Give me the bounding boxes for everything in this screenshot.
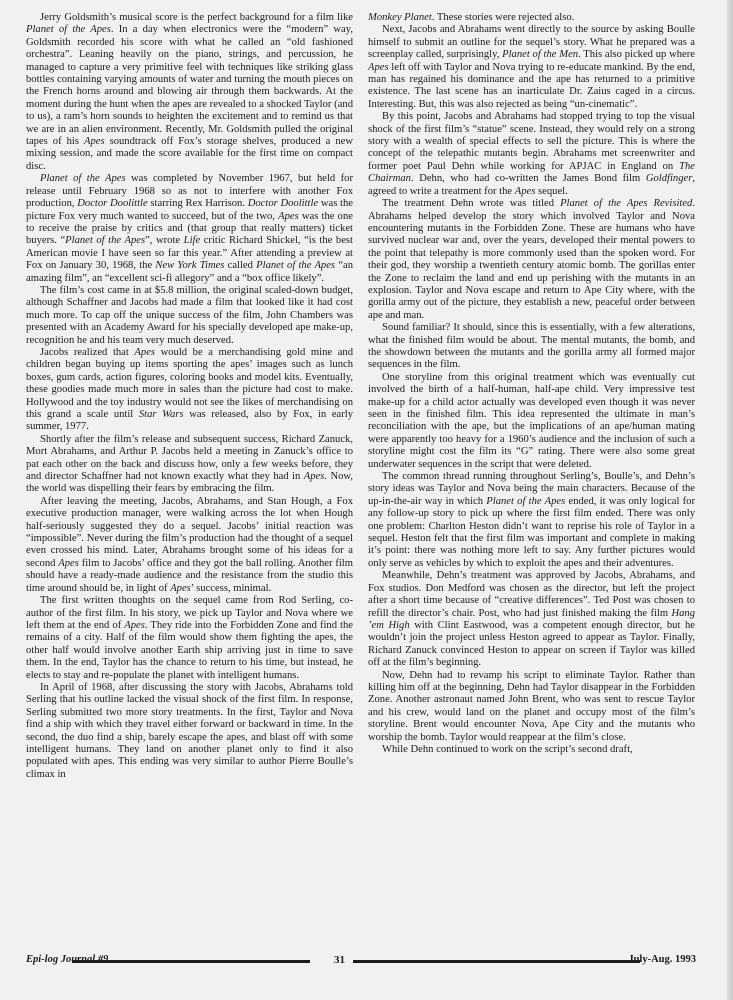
paragraph xyxy=(368,111,695,198)
text-run: Now, Dehn had to revamp his script to eliminate Taylor. Rather than killing him off at the beginning, Dehn had Taylor disappear in the Forbidden Zone. Another astronaut named John Brent, who was sent to rescue Taylor and his crew, would land on the planet and occupy most of the film’s storyline. Brent would encounter Nova, Ape City and the mutants who worship the bomb. Taylor would reappear at the film’s close. xyxy=(368,669,695,743)
italic-title: Life xyxy=(183,235,201,247)
paragraph xyxy=(368,322,695,372)
italic-title: Apes xyxy=(303,471,325,483)
text-run: The common thread running throughout Serling’s, Boulle’s, and Dehn’s story ideas was Taylor and Nova being the main characters. Because of the up-in-the-air way in which xyxy=(368,471,695,507)
text-run: called xyxy=(224,260,257,272)
text-run: One storyline from this original treatment which was eventually cut involved the birth of a half-human, half-ape child. Very impressive test make-up for a child actor actually was developed even though it was never seen in the finished film. This idea represented the ultimate in man’s reconciliation with the ape, but the implications of an ape/human mating were apparently too heavy for a 1960’s audience and the inclusion of such a storyline might cost the film its “G” rating. There were also some great underwater sequences in the script that were deleted. xyxy=(368,371,695,470)
paragraph xyxy=(26,285,353,347)
text-run: Meanwhile, Dehn’s treatment was approved by Jacobs, Abrahams, and Fox studios. Don Medford was chosen as the director, but left the project after a short time because of “creative differences”. Ted Post was chosen to refill the director’s chair. Post, who had just finished making the film xyxy=(368,570,695,619)
italic-title: Goldfinger xyxy=(645,173,693,185)
italic-title: Doctor Doolittle xyxy=(247,198,319,210)
italic-title: Apes xyxy=(124,619,145,631)
paragraph xyxy=(368,670,695,744)
italic-title: Apes xyxy=(134,346,156,358)
paragraph xyxy=(26,682,353,781)
text-run: In April of 1968, after discussing the story with Jacobs, Abrahams told Serling that his outline lacked the visual shock of the first film. In response, Serling submitted two more story treatments. In the first, Taylor and Nova find a ship with which they travel either forward or backward in time. In the second, the duo find a ship, barely escape the apes, and blast off with some intelligent humans. They land on another planet only to find it also populated with apes. This ending was very similar to author Pierre Boulle’s climax in xyxy=(26,681,353,780)
text-run: Jacobs realized that xyxy=(40,346,135,358)
page-number: 31 xyxy=(334,954,345,966)
text-run: The film’s cost came in at $5.8 million, the original scaled-down budget, although Schaffner and Jacobs had made a film that looked like it had cost much more. To cap off the unique success of the film, John Chambers was presented with an Academy Award for his specially developed ape make-up, recognition he and his team very much deserved. xyxy=(26,284,353,346)
italic-title: Apes xyxy=(368,61,389,73)
text-run: was released, also by Fox, in early summer, 1977. xyxy=(26,409,353,433)
text-run: critic Richard Shickel, “is the best American movie I have seen so far this year.” After attending a preview at Fox on January 30, 1968, the xyxy=(26,235,353,272)
paragraph xyxy=(368,24,695,111)
text-run: was the picture Fox very much wanted to succeed, but of the two, xyxy=(26,198,354,222)
text-run: starring Rex Harrison. xyxy=(147,198,248,210)
italic-title: Hang ’em High xyxy=(368,607,695,631)
text-run: , agreed to write a treatment for the xyxy=(368,173,695,197)
text-run: Sound familiar? It should, since this is essentially, with a few alterations, what the finished film would be about. The mental mutants, the bomb, and the showdown between the mutants and the gorilla army all formed major sequences in the film. xyxy=(368,322,695,371)
paragraph xyxy=(26,347,353,434)
italic-title: Star Wars xyxy=(138,409,184,420)
text-run: sequel. xyxy=(535,185,568,197)
text-run: film to Jacobs’ office and they got the ball rolling. Another film should have a ready-made audience and the resistance from the studio this time around should be, in light of xyxy=(26,557,353,594)
text-run: “an amazing film”, an “excellent sci-fi allegory” and a “box office likely”. xyxy=(26,260,353,284)
italic-title: Doctor Doolittle xyxy=(77,198,148,210)
paragraph xyxy=(368,744,695,756)
italic-title: Monkey Planet xyxy=(368,12,432,23)
italic-title: Apes xyxy=(83,136,105,148)
italic-title: Planet of the Apes xyxy=(26,24,111,36)
text-run: . Dehn, who had co-written the James Bond film xyxy=(410,173,646,185)
journal-title: Epi-log Journal #9 xyxy=(26,954,109,965)
paragraph xyxy=(368,372,695,471)
paragraph xyxy=(26,173,353,285)
text-run: soundtrack off Fox’s storage shelves, produced a new mixing session, and made the score available for the first time on compact disc. xyxy=(26,136,354,172)
italic-title: Planet of the Apes xyxy=(40,173,126,185)
text-run: was completed by November 1967, but held for release until February 1968 so as not to interfere with another Fox production, xyxy=(26,173,353,210)
text-run: Next, Jacobs and Abrahams went directly to the source by asking Boulle himself to submit an outline for the sequel’s story. What he prepared was a screenplay called, surprisingly, xyxy=(368,24,695,61)
paragraph xyxy=(26,595,353,682)
text-run: After leaving the meeting, Jacobs, Abrahams, and Stan Hough, a Fox executive production manager, were walking across the lot when Hough half-seriously suggested they do a sequel. Jacobs’ initial reaction was “impossible”. Never during the film’s production had the thought of a sequel even crossed his mind. Later, Abrahams brought some of his ideas for a second xyxy=(26,495,353,569)
right-column xyxy=(368,12,695,756)
paragraph xyxy=(26,496,353,595)
text-run: By this point, Jacobs and Abrahams had stopped trying to top the visual shock of the first film’s “statue” scene. Instead, they would rely on a strong story with a wealth of special effects to sell the picture. This is where the concept of the telepathic mutants begin. Abrahams met screenwriter and former poet Paul Dehn while working for APJAC in England on xyxy=(368,111,695,172)
italic-title: Planet of the Men xyxy=(502,49,579,61)
italic-title: Apes xyxy=(170,582,191,594)
paragraph xyxy=(368,570,695,669)
paragraph xyxy=(368,471,695,570)
text-run: Shortly after the film’s release and subsequent success, Richard Zanuck, Mort Abrahams, and Arthur P. Jacobs held a meeting in Zanuck’s office to pat each other on the back and discuss how, only a few weeks before, they and director Schaffner had not known exactly what they had in xyxy=(26,433,353,483)
italic-title: New York Times xyxy=(155,260,225,272)
issue-date: July-Aug. 1993 xyxy=(628,954,696,965)
page-footer xyxy=(26,954,696,968)
text-run: with Clint Eastwood, was a competent enough director, but he wouldn’t join the project unless Heston agreed to appear as Taylor. Finally, Richard Zanuck convinced Heston to appear on screen if Taylor was killed off at the film’s beginning. xyxy=(368,619,695,669)
paragraph xyxy=(26,434,353,496)
italic-title: Apes xyxy=(58,557,79,569)
text-run: was the one to receive the praise by critics and (that group that really matters) ticket buyers. “ xyxy=(26,210,353,247)
text-run: . Abrahams helped develop the story which involved Taylor and Nova encountering mutants in the Forbidden Zone. These are humans who have survived nuclear war and, over the years, developed their mental powers to the point that telepathy is more commonly used than the spoken word. For their god, they worship a twentieth century atomic bomb. The gorillas enter the Zone to reclaim the land and end up perishing with the mutants in an explosion. Taylor and Nova escape and return to Ape City where, with the gorilla army out of the picture, they establish a new, peaceful order between ape and man. xyxy=(368,198,695,321)
text-run: While Dehn continued to work on the script’s second draft, xyxy=(382,743,633,755)
italic-title: Planet of the Apes xyxy=(256,260,336,272)
text-run: ’ success, minimal. xyxy=(190,582,272,594)
text-run: The treatment Dehn wrote was titled xyxy=(382,198,561,210)
left-column xyxy=(26,12,353,781)
text-run: . Now, the world was dispelling their fears by embracing the film. xyxy=(26,471,353,495)
text-run: would be a merchandising gold mine and children began buying up items sporting the apes’ images such as lunch boxes, gum cards, action figures, coloring books and model kits. Eventually, these goodies made much more in sales than the picture had cost to make. Hollywood and the toy industry would not see the likes of merchandising on this grand a scale until xyxy=(26,346,354,420)
text-run: ”, wrote xyxy=(145,235,184,247)
paragraph xyxy=(368,198,695,322)
paragraph xyxy=(26,12,353,173)
text-run: . They ride into the Forbidden Zone and find the remains of a city. Half of the film would show them fighting the apes, the other half would involve another Earth ship arriving just in time to save them. In the end, Taylor has the chance to return to his time, but instead, he elects to stay and re-populate the planet with intelligent humans. xyxy=(26,619,353,681)
italic-title: Apes xyxy=(278,210,299,222)
text-run: . This also picked up where xyxy=(578,49,695,61)
italic-title: Apes xyxy=(514,185,536,197)
paragraph xyxy=(368,12,695,24)
page-edge-shadow xyxy=(727,0,733,1000)
italic-title: Planet of the Apes Revisited xyxy=(560,198,693,210)
text-run: . These stories were rejected also. xyxy=(431,12,575,23)
text-run: . In a day when electronics were the “modern” way, Goldsmith recorded his score with what he called an “old fashioned orchestra”. Leaning heavily on the piano, strings, and percussion, he managed to capture a very primitive feel with techniques like striking glass bottles containing varying amounts of water and turning the mouth pieces on the French horns around and blowing air through them backwards. At the moment during the hunt when the apes are revealed to a shocked Taylor (and to us), a ram’s horn sounds to heighten the excitement and to remind us that we are in an alien environment. Recently, Mr. Goldsmith pulled the original tapes of his xyxy=(26,24,353,148)
text-run: Jerry Goldsmith’s musical score is the perfect background for a film like xyxy=(40,12,353,23)
text-run: The first written thoughts on the sequel came from Rod Serling, co-author of the first film. In his story, we pick up Taylor and Nova where we left them at the end of xyxy=(26,595,353,631)
text-run: left off with Taylor and Nova trying to re-educate mankind. By the end, man has regained his dominance and the ape has returned to a primitive existence. The last scene has an inarticulate Dr. Zaius caged in a circus. Interesting. But, this was also rejected as being “un-cinematic”. xyxy=(368,61,695,110)
italic-title: The Chairman xyxy=(368,160,695,185)
italic-title: Planet of the Apes xyxy=(486,495,566,507)
italic-title: Planet of the Apes xyxy=(65,235,146,247)
text-run: ended, it was only logical for any follow-up story to pick up where the first film ended. There was only one problem: Charlton Heston didn’t want to reprise his role of Taylor in a sequel. Heston felt that the first film was important and complete in making it’s point: there was nothing more left to say. Any further pictures would only serve as vehicles by which to exploit the apes and their adventures. xyxy=(368,495,696,569)
